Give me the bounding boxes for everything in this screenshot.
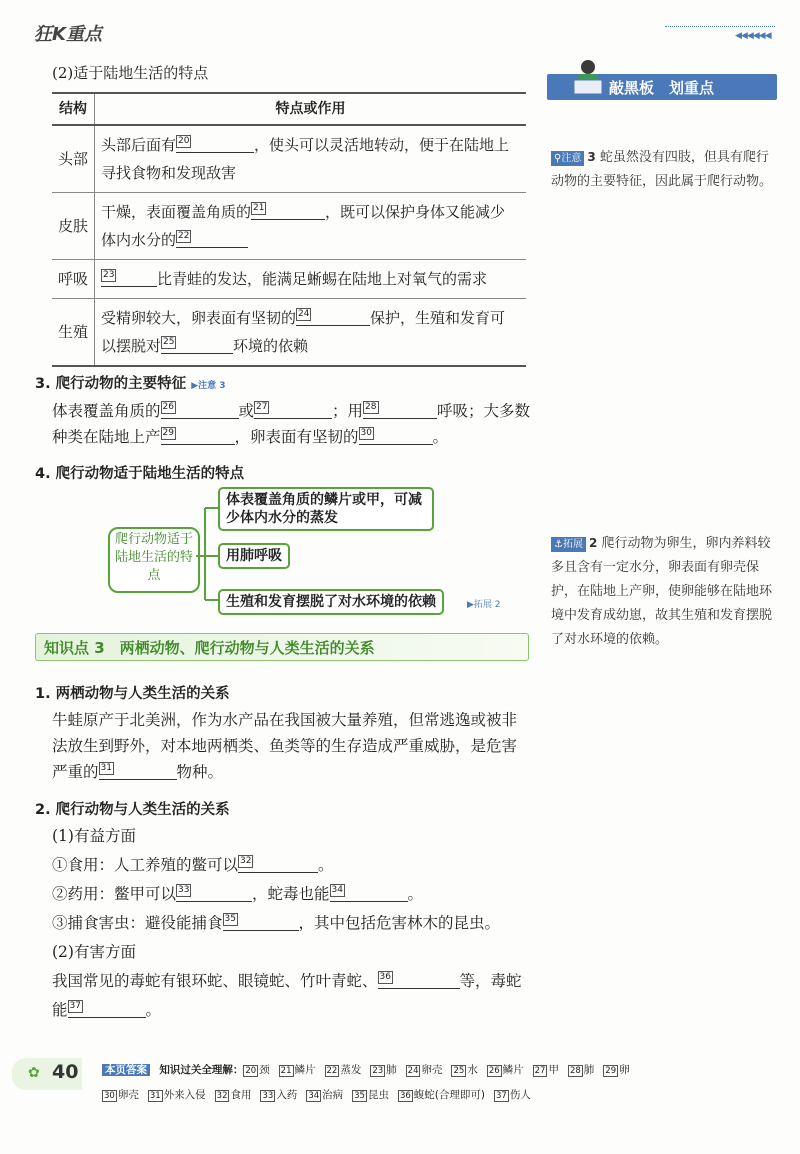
row-value: 干燥，表面覆盖角质的 21 ，既可以保护身体又能减少体内水分的 22 xyxy=(95,193,527,260)
answer-item xyxy=(370,1064,396,1076)
answer-number: 25 xyxy=(453,1066,465,1076)
answer-item xyxy=(487,1064,524,1076)
answer-item xyxy=(215,1089,252,1101)
answer-item xyxy=(148,1089,206,1101)
row-key: 生殖 xyxy=(52,299,95,367)
answer-item xyxy=(398,1089,485,1101)
answer-item xyxy=(533,1064,559,1076)
reptile-section-body: (1)有益方面 ①食用：人工养殖的鳖可以 32 。 ②药用：鳖甲可以 33 ，蛇毒也能 34 。 ③捕食害虫：避役能捕食 35 ，其中包括危害林木的昆虫。 (2)有害方面 我国常见的毒蛇有银环蛇、眼镜蛇、竹叶青蛇、 36 等，毒蛇 能 37 。 xyxy=(52,827,522,1019)
diagram-node-reproduction: 生殖和发育摆脱了对水环境的依赖 xyxy=(218,589,444,615)
amphibian-section-title: 1. 两栖动物与人类生活的关系 xyxy=(35,686,230,702)
answer-number: 32 xyxy=(216,1091,228,1101)
amphibian-section-body: 牛蛙原产于北美洲，作为水产品在我国被大量养殖，但常逃逸或被非 法放生到野外，对本地两栖类、鱼类等的生存造成严重威胁，是危害 严重的 31 物种。 xyxy=(52,711,518,781)
answer-number: 36 xyxy=(399,1091,411,1101)
answer-text: 治病 xyxy=(322,1089,344,1101)
answer-item xyxy=(102,1089,139,1101)
answer-text: 肺 xyxy=(583,1064,595,1076)
answer-item xyxy=(603,1064,629,1076)
answer-number: 28 xyxy=(569,1066,581,1076)
answer-item xyxy=(260,1089,297,1101)
answer-label: 本页答案 xyxy=(102,1064,150,1076)
header-rule xyxy=(665,26,775,27)
diagram-node-skin: 体表覆盖角质的鳞片或甲，可减少体内水分的蒸发 xyxy=(218,487,434,531)
answer-text: 昆虫 xyxy=(367,1089,389,1101)
leaf-icon: ✿ xyxy=(28,1065,40,1081)
page-number-badge: ✿ 40 xyxy=(12,1058,82,1090)
knowledge-point-title: 知识点 3 两栖动物、爬行动物与人类生活的关系 xyxy=(44,639,375,657)
section-3-body: 体表覆盖角质的 26 或 27 ；用 28 呼吸；大多数 种类在陆地上产 29 ，卵表面有坚韧的 30 。 xyxy=(52,402,531,446)
answer-item xyxy=(306,1089,343,1101)
extension-chip: ⚓拓展 xyxy=(551,537,586,552)
table-row xyxy=(52,260,526,299)
table-section-title: (2)适于陆地生活的特点 xyxy=(52,64,209,82)
book-logo: 狂K重点 xyxy=(34,24,102,45)
anchor-icon: ⚓ xyxy=(554,539,563,550)
answer-text: 蝮蛇(合理即可) xyxy=(413,1089,485,1101)
answer-text: 食用 xyxy=(230,1089,252,1101)
section-4-title: 4. 爬行动物适于陆地生活的特点 xyxy=(35,466,245,482)
answer-item xyxy=(406,1064,443,1076)
extension-2-block: ⚓拓展 2 爬行动物为卵生，卵内养料较多且含有一定水分，卵表面有卵壳保护，在陆地上产卵，使卵能够在陆地环境中发育成幼崽，故其生殖和发育摆脱了对水环境的依赖。 xyxy=(551,536,773,647)
diagram-center-node: 爬行动物适于陆地生活的特点 xyxy=(108,527,200,593)
header-arrows-icon: ◀◀◀◀◀◀ xyxy=(735,31,771,41)
row-value: 头部后面有 20 ，使头可以灵活地转动，便于在陆地上寻找食物和发现敌害 xyxy=(95,125,527,193)
note-3-block: ⚲注意 3 蛇虽然没有四肢，但具有爬行动物的主要特征，因此属于爬行动物。 xyxy=(551,150,773,189)
answer-text: 外来入侵 xyxy=(163,1089,206,1101)
answer-text: 甲 xyxy=(548,1064,559,1076)
table-row xyxy=(52,125,526,193)
answer-item xyxy=(352,1089,389,1101)
answer-number: 35 xyxy=(354,1091,365,1101)
note-link[interactable]: ▶注意 3 xyxy=(191,381,226,391)
answer-item xyxy=(279,1064,316,1076)
col-header-feature: 特点或作用 xyxy=(95,93,527,125)
answer-text: 水 xyxy=(467,1064,478,1076)
answer-item xyxy=(451,1064,477,1076)
table-header-row xyxy=(52,93,526,125)
answer-key: 本页答案 知识过关全理解： 20 颈 21 鳞片 22 蒸发 23 肺 24 卵壳 25 水 26 鳞片 27 甲 28 肺 29 卵 30 卵壳 31 外来入侵 32 食用 33 入药 34 治病 35 昆虫 36 蝮蛇(合理即可) 37 伤人 xyxy=(102,1058,782,1108)
answer-number: 22 xyxy=(326,1066,338,1076)
answer-text: 颈 xyxy=(259,1064,270,1076)
answer-text: 入药 xyxy=(276,1089,298,1101)
table-row xyxy=(52,193,526,260)
answer-number: 33 xyxy=(262,1091,274,1101)
row-key: 呼吸 xyxy=(52,260,95,299)
col-header-structure: 结构 xyxy=(52,93,95,125)
answer-item xyxy=(494,1089,531,1101)
answer-text: 卵壳 xyxy=(421,1064,443,1076)
reptile-section-title: 2. 爬行动物与人类生活的关系 xyxy=(35,802,230,818)
answer-number: 26 xyxy=(488,1066,500,1076)
row-value: 23 比青蛙的发达，能满足蜥蜴在陆地上对氧气的需求 xyxy=(95,260,527,299)
diagram-node-lungs: 用肺呼吸 xyxy=(218,543,290,569)
row-key: 皮肤 xyxy=(52,193,95,260)
answer-number: 20 xyxy=(245,1066,257,1076)
answer-text: 蒸发 xyxy=(340,1064,362,1076)
answer-item xyxy=(568,1064,594,1076)
magnify-icon: ⚲ xyxy=(554,153,562,164)
section-3-title: 3. 爬行动物的主要特征 ▶注意 3 xyxy=(35,376,226,392)
answer-text: 鳞片 xyxy=(294,1064,316,1076)
answer-number: 24 xyxy=(407,1066,419,1076)
answer-number: 34 xyxy=(308,1091,320,1101)
answer-text: 卵壳 xyxy=(117,1089,139,1101)
answer-number: 27 xyxy=(534,1066,546,1076)
answer-number: 30 xyxy=(104,1091,115,1101)
answer-text: 鳞片 xyxy=(502,1064,524,1076)
features-table xyxy=(52,92,526,367)
answer-number: 29 xyxy=(605,1066,617,1076)
answer-text: 肺 xyxy=(386,1064,397,1076)
answer-number: 23 xyxy=(372,1066,384,1076)
teacher-icon xyxy=(568,58,608,98)
answer-number: 31 xyxy=(149,1091,161,1101)
knowledge-point-banner xyxy=(35,633,529,661)
row-value: 受精卵较大，卵表面有坚韧的 24 保护，生殖和发育可以摆脱对 25 环境的依赖 xyxy=(95,299,527,367)
answer-number: 37 xyxy=(496,1091,507,1101)
answer-item xyxy=(243,1064,269,1076)
answer-text: 伤人 xyxy=(509,1089,531,1101)
table-row xyxy=(52,299,526,367)
sidebar-banner: 敲黑板 划重点 xyxy=(547,74,777,100)
row-key: 头部 xyxy=(52,125,95,193)
answer-item xyxy=(325,1064,362,1076)
answer-number: 21 xyxy=(280,1066,292,1076)
note-chip: ⚲注意 xyxy=(551,151,584,166)
extension-link[interactable]: ▶拓展 2 xyxy=(467,600,501,610)
answer-text: 卵 xyxy=(619,1064,630,1076)
